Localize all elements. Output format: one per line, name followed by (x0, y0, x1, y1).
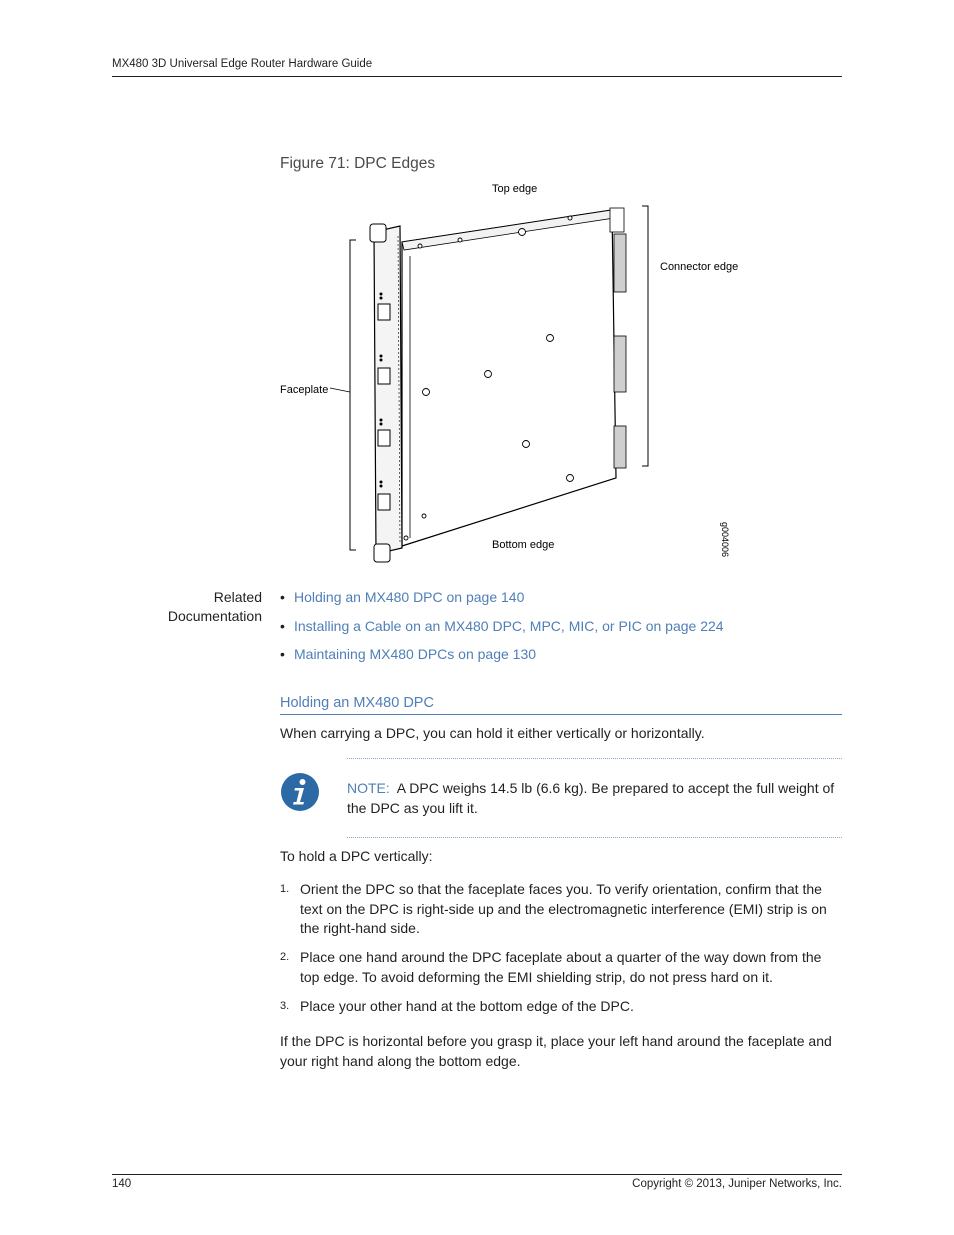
horizontal-paragraph: If the DPC is horizontal before you grasp it, place your left hand around the faceplate and your right hand along the bottom edge. (280, 1033, 832, 1069)
dpc-edges-figure (270, 176, 750, 572)
steps-list (280, 880, 842, 1026)
related-documentation-label (112, 588, 262, 626)
list-item (280, 948, 842, 987)
footer-divider (112, 1174, 842, 1175)
related-link-holding-dpc[interactable]: Holding an MX480 DPC on page 140 (294, 589, 525, 605)
list-item (280, 588, 724, 617)
list-item (280, 645, 724, 674)
related-label-line2: Documentation (167, 608, 262, 624)
board-outline (402, 210, 616, 546)
step-number: 2. (280, 951, 290, 963)
port-3 (378, 430, 390, 446)
related-link-installing-cable[interactable]: Installing a Cable on an MX480 DPC, MPC, MIC, or PIC on page 224 (294, 617, 724, 634)
label-top-edge: Top edge (492, 183, 538, 195)
copyright-notice: Copyright © 2013, Juniper Networks, Inc. (632, 1178, 842, 1190)
connector-block-3 (614, 426, 626, 468)
vertical-intro: To hold a DPC vertically: (280, 848, 433, 864)
info-icon (280, 772, 320, 812)
step-text: Place your other hand at the bottom edge of the DPC. (300, 997, 634, 1014)
note-paragraph (347, 779, 842, 818)
step-number: 1. (280, 883, 290, 895)
related-label-line1: Related (213, 589, 262, 605)
port-4 (378, 494, 390, 510)
note-top-rule (347, 758, 842, 759)
note-label: NOTE: (347, 780, 390, 796)
label-faceplate: Faceplate (280, 384, 329, 396)
header-divider (112, 76, 842, 77)
related-documentation-list (280, 588, 724, 674)
step-text: Place one hand around the DPC faceplate about a quarter of the way down from the top edge. To avoid deforming the EMI shielding strip, do not press hard on it. (300, 949, 822, 985)
page-number: 140 (112, 1178, 132, 1190)
port-2 (378, 368, 390, 384)
connector-block-1 (614, 234, 626, 292)
note-bottom-rule (347, 837, 842, 838)
step-text: Orient the DPC so that the faceplate faces you. To verify orientation, confirm that the text on the DPC is right-side up and the electromagnetic interference (EMI) strip is on the right-hand side. (300, 881, 827, 936)
running-header: MX480 3D Universal Edge Router Hardware Guide (112, 58, 373, 70)
related-link-maintaining-dpcs[interactable]: Maintaining MX480 DPCs on page 130 (294, 646, 537, 662)
note-text: A DPC weighs 14.5 lb (6.6 kg). Be prepared to accept the full weight of the DPC as you lift it. (347, 780, 835, 816)
section-divider (280, 714, 842, 715)
bullet-icon: • (280, 646, 285, 662)
intro-paragraph: When carrying a DPC, you can hold it either vertically or horizontally. (280, 725, 705, 741)
label-bottom-edge: Bottom edge (492, 539, 555, 551)
list-item (280, 880, 842, 939)
port-1 (378, 304, 390, 320)
list-item (280, 617, 724, 646)
figure-id: g004006 (720, 522, 730, 558)
faceplate-leader (330, 388, 350, 392)
connector-bracket (642, 206, 648, 466)
bullet-icon: • (280, 589, 285, 605)
section-heading: Holding an MX480 DPC (280, 695, 434, 711)
step-number: 3. (280, 999, 290, 1012)
label-connector-edge: Connector edge (660, 261, 739, 273)
bottom-ejector (374, 544, 390, 562)
faceplate-bracket (350, 240, 356, 550)
figure-title: Figure 71: DPC Edges (280, 155, 436, 172)
bullet-icon: • (280, 617, 285, 634)
top-ejector (370, 224, 386, 242)
connector-block-2 (614, 336, 626, 392)
list-item (280, 997, 842, 1017)
